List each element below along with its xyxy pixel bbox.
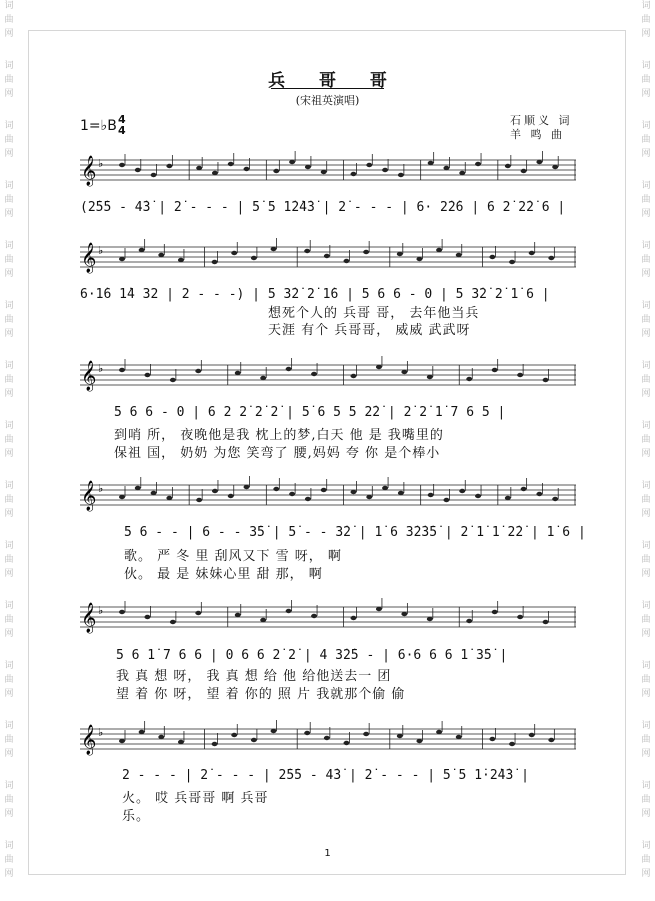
- watermark-char: 曲: [4, 315, 14, 325]
- watermark-char: 词: [4, 361, 14, 371]
- watermark-char: 词: [4, 121, 14, 131]
- watermark-char: 词: [641, 421, 651, 431]
- watermark-char: 词: [4, 601, 14, 611]
- watermark-char: 曲: [641, 375, 651, 385]
- watermark-char: 词: [641, 361, 651, 371]
- watermark-char: 词: [641, 61, 651, 71]
- flat-icon: ♭: [98, 244, 104, 257]
- watermark-char: 网: [641, 89, 651, 99]
- treble-clef-icon: 𝄞: [81, 361, 97, 391]
- watermark-char: 网: [641, 389, 651, 399]
- staff-lines: [80, 603, 576, 633]
- watermark-char: 网: [641, 209, 651, 219]
- watermark-char: 词: [641, 661, 651, 671]
- watermark-char: 网: [641, 569, 651, 579]
- treble-clef-icon: 𝄞: [81, 725, 97, 755]
- watermark-strip-right: [639, 0, 653, 901]
- watermark-char: 词: [4, 61, 14, 71]
- watermark-char: 词: [641, 721, 651, 731]
- watermark-char: 词: [4, 481, 14, 491]
- staff-system-6: [80, 725, 576, 755]
- watermark-char: 曲: [641, 255, 651, 265]
- watermark-char: 网: [641, 149, 651, 159]
- staff-system-4: [80, 481, 576, 511]
- watermark-char: 词: [641, 181, 651, 191]
- watermark-char: 网: [641, 749, 651, 759]
- watermark-char: 曲: [4, 675, 14, 685]
- song-title: 兵 哥 哥: [268, 71, 401, 91]
- watermark-char: 词: [4, 781, 14, 791]
- watermark-char: 网: [641, 809, 651, 819]
- watermark-char: 曲: [641, 15, 651, 25]
- lyric-verse-2-line-3: 保祖 国， 奶奶 为您 笑弯了 腰,妈妈 夸 你 是个棒小: [114, 446, 441, 461]
- flat-icon: ♭: [98, 362, 104, 375]
- time-signature: [118, 114, 126, 136]
- jianpu-line-4: 5 6 - - | 6 - - 3̇5̇ | 5̇ - - 3̇2̇ | 1̇ 6 3̇2̇3̇5̇ | 2̇ 1̇ 1̇ 2̇2̇ | 1̇ 6 |: [124, 525, 586, 540]
- watermark-char: 网: [4, 149, 14, 159]
- watermark-char: 网: [4, 389, 14, 399]
- staff-lines: [80, 156, 576, 186]
- watermark-char: 曲: [641, 855, 651, 865]
- watermark-char: 词: [641, 301, 651, 311]
- watermark-char: 词: [641, 841, 651, 851]
- watermark-char: 曲: [4, 855, 14, 865]
- watermark-char: 网: [4, 749, 14, 759]
- treble-clef-icon: 𝄞: [81, 243, 97, 273]
- jianpu-line-6: 2 - - - | 2̇ - - - | 2̇5̇5 - 4̇3̇ | 2̇ - - - | 5̇ 5 1̇·2̇4̇3̇ |: [122, 768, 529, 783]
- watermark-char: 网: [4, 29, 14, 39]
- staff-lines: [80, 725, 576, 755]
- watermark-char: 词: [641, 781, 651, 791]
- watermark-char: 曲: [641, 615, 651, 625]
- watermark-char: 网: [4, 269, 14, 279]
- composer-credit: 羊 鸣 曲: [510, 128, 565, 141]
- watermark-char: 词: [641, 541, 651, 551]
- watermark-char: 词: [4, 1, 14, 11]
- watermark-char: 曲: [641, 795, 651, 805]
- performer-subtitle: (宋祖英演唱): [295, 94, 360, 107]
- watermark-char: 网: [641, 869, 651, 879]
- watermark-char: 曲: [4, 15, 14, 25]
- staff-lines: [80, 481, 576, 511]
- flat-icon: ♭: [98, 604, 104, 617]
- watermark-char: 网: [641, 629, 651, 639]
- watermark-char: 网: [641, 29, 651, 39]
- watermark-char: 曲: [4, 795, 14, 805]
- treble-clef-icon: 𝄞: [81, 156, 97, 186]
- watermark-char: 曲: [4, 735, 14, 745]
- watermark-char: 词: [4, 661, 14, 671]
- watermark-char: 网: [641, 269, 651, 279]
- treble-clef-icon: 𝄞: [81, 481, 97, 511]
- watermark-char: 词: [641, 241, 651, 251]
- staff-system-1: [80, 156, 576, 186]
- watermark-char: 词: [4, 721, 14, 731]
- lyric-verse-1-line-2: 想死个人的 兵哥 哥， 去年他当兵: [268, 306, 480, 321]
- watermark-char: 网: [4, 509, 14, 519]
- watermark-char: 词: [4, 181, 14, 191]
- jianpu-line-1: (2̇5̇5 - 4̇3̇ | 2̇ - - - | 5̇ 5 1̇2̇4̇3̇ | 2̇ - - - | 6· 2̇2̇6 | 6 2̇ 2̇2̇ 6 |: [80, 200, 566, 215]
- watermark-char: 网: [4, 569, 14, 579]
- lyricist-credit: 石顺义 词: [510, 114, 573, 127]
- watermark-char: 曲: [4, 615, 14, 625]
- watermark-char: 曲: [641, 555, 651, 565]
- title-underline: [271, 88, 384, 89]
- watermark-char: 词: [4, 421, 14, 431]
- watermark-char: 曲: [4, 75, 14, 85]
- staff-lines: [80, 243, 576, 273]
- watermark-char: 曲: [641, 195, 651, 205]
- lyric-verse-2-line-4: 伙。 最 是 妹妹心里 甜 那， 啊: [124, 567, 323, 582]
- watermark-char: 曲: [641, 735, 651, 745]
- watermark-char: 曲: [4, 135, 14, 145]
- lyric-verse-2-line-5: 望 着 你 呀， 望 着 你的 照 片 我就那个偷 偷: [116, 687, 406, 702]
- page-number: 1: [324, 848, 331, 859]
- watermark-char: 网: [4, 89, 14, 99]
- staff-system-2: [80, 243, 576, 273]
- watermark-char: 网: [4, 629, 14, 639]
- watermark-char: 网: [641, 689, 651, 699]
- watermark-char: 曲: [4, 495, 14, 505]
- key-signature: 1=♭B: [80, 118, 117, 134]
- jianpu-line-2: 6·1̇6 1̇4 32 | 2 - - -) | 5 3̇2̇ 2̇ 1̇6 | 5 6 6 - 0 | 5 3̇2̇ 2̇ 1̇ 6 |: [80, 287, 550, 302]
- flat-icon: ♭: [98, 482, 104, 495]
- watermark-char: 词: [641, 121, 651, 131]
- staff-lines: [80, 361, 576, 391]
- time-signature-bottom: 4: [118, 124, 126, 137]
- watermark-char: 网: [4, 449, 14, 459]
- lyric-verse-1-line-4: 歌。 严 冬 里 刮风又下 雪 呀， 啊: [124, 549, 342, 564]
- staff-system-5: [80, 603, 576, 633]
- watermark-char: 曲: [4, 195, 14, 205]
- watermark-char: 网: [4, 209, 14, 219]
- watermark-char: 网: [4, 329, 14, 339]
- jianpu-line-3: 5 6 6 - 0 | 6 2 2̇ 2̇ 2̇ | 5̇ 6 5 5 2̇2̇ | 2̇ 2̇ 1̇ 7 6 5 |: [114, 405, 506, 420]
- watermark-char: 词: [4, 241, 14, 251]
- watermark-char: 曲: [641, 495, 651, 505]
- lyric-verse-1-line-3: 到哨 所， 夜晚他是我 枕上的梦,白天 他 是 我嘴里的: [114, 428, 444, 443]
- watermark-char: 曲: [641, 675, 651, 685]
- treble-clef-icon: 𝄞: [81, 603, 97, 633]
- watermark-char: 词: [4, 301, 14, 311]
- watermark-char: 词: [4, 841, 14, 851]
- watermark-char: 词: [641, 1, 651, 11]
- watermark-char: 网: [641, 329, 651, 339]
- watermark-char: 曲: [641, 315, 651, 325]
- watermark-char: 曲: [4, 375, 14, 385]
- lyric-verse-1-line-6: 火。 哎 兵哥哥 啊 兵哥: [122, 791, 269, 806]
- watermark-char: 曲: [4, 435, 14, 445]
- watermark-char: 曲: [641, 75, 651, 85]
- staff-system-3: [80, 361, 576, 391]
- watermark-char: 词: [641, 601, 651, 611]
- watermark-char: 网: [641, 509, 651, 519]
- watermark-char: 网: [4, 689, 14, 699]
- watermark-char: 网: [4, 869, 14, 879]
- lyric-verse-2-line-6: 乐。: [122, 809, 151, 824]
- watermark-char: 网: [4, 809, 14, 819]
- flat-icon: ♭: [98, 726, 104, 739]
- watermark-char: 网: [641, 449, 651, 459]
- time-signature-top: 4: [118, 113, 126, 126]
- lyric-verse-1-line-5: 我 真 想 呀， 我 真 想 给 他 给他送去一 团: [116, 669, 392, 684]
- lyric-verse-2-line-2: 天涯 有个 兵哥哥， 威威 武武呀: [268, 323, 471, 338]
- watermark-char: 词: [4, 541, 14, 551]
- watermark-char: 曲: [641, 135, 651, 145]
- watermark-char: 曲: [4, 255, 14, 265]
- watermark-strip-left: [2, 0, 16, 901]
- watermark-char: 词: [641, 481, 651, 491]
- flat-icon: ♭: [98, 157, 104, 170]
- jianpu-line-5: 5 6 1̇ 7 6 6 | 0 6 6 2̇ 2̇ | 4 3̇2̇5 - | 6·6 6 6 1̇ 3̇5̇ |: [116, 648, 508, 663]
- watermark-char: 曲: [4, 555, 14, 565]
- watermark-char: 曲: [641, 435, 651, 445]
